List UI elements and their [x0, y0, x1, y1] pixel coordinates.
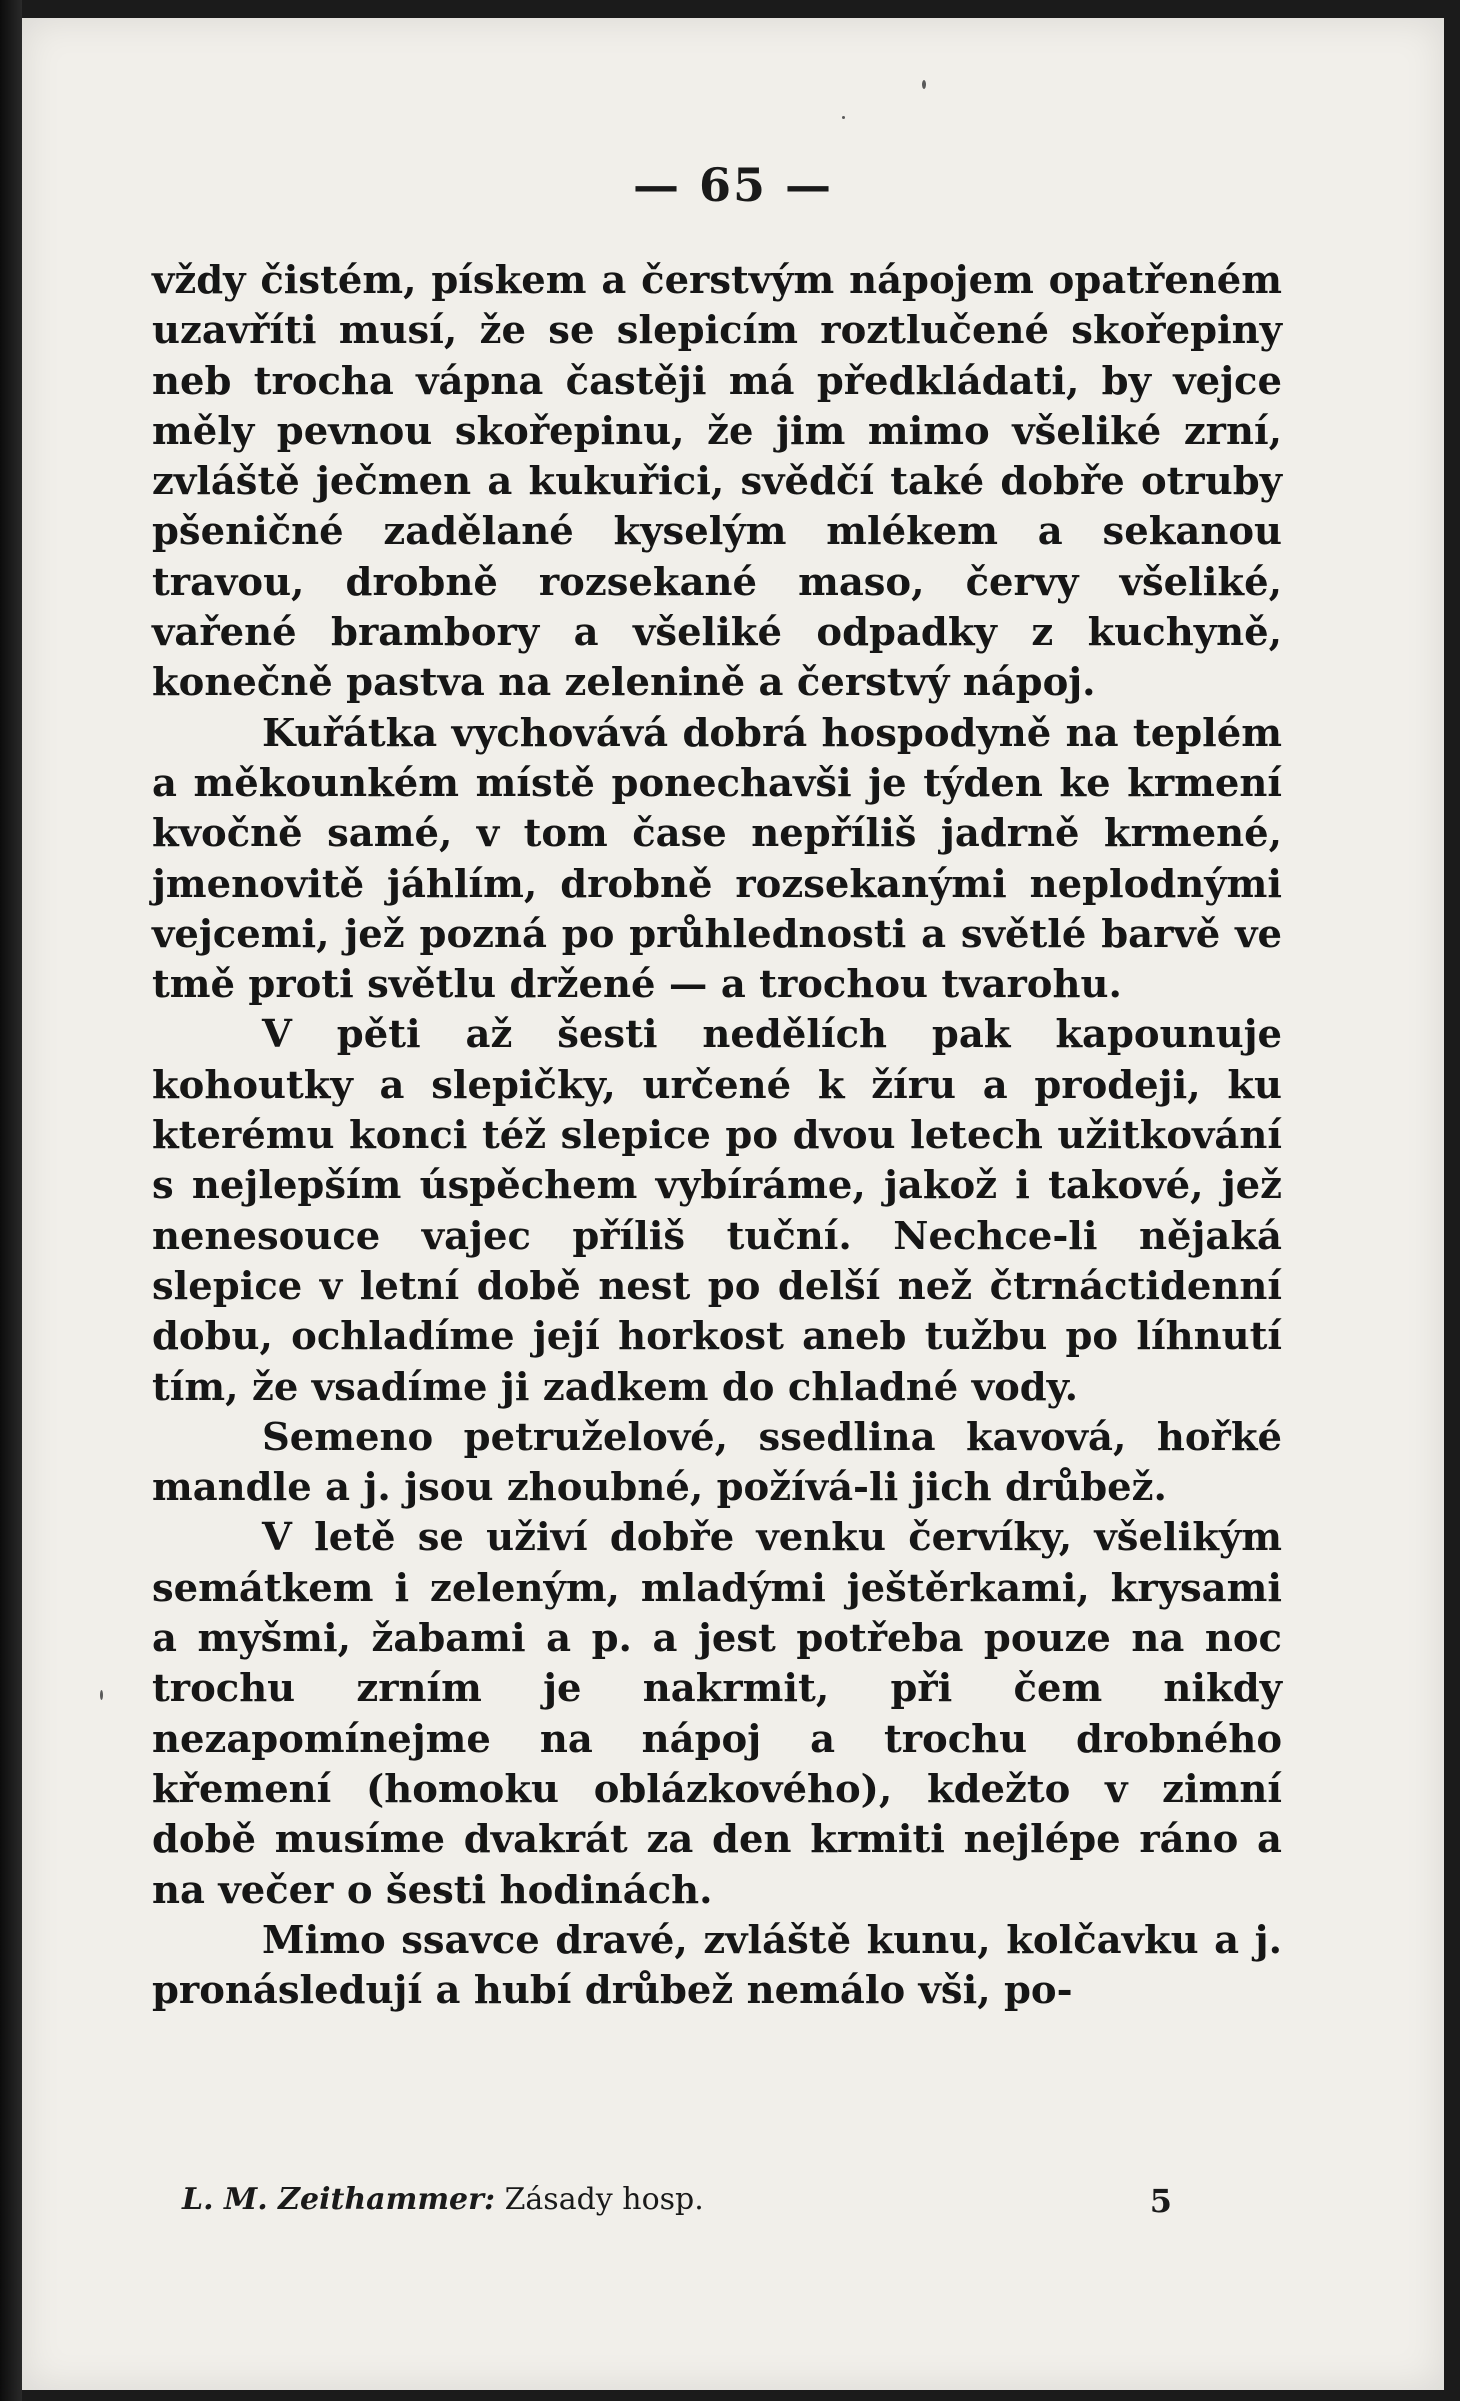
paragraph-3: V pěti až šesti nedělích pak kapounuje kohoutky a slepičky, určené k žíru a prodeji, ku kterému konci též slepice po dvou letech užitkování s nejlepším úspěchem vybíráme, jakož i takové, jež nenesouce vajec příliš tuční. Nechce-li nějaká slepice v letní době nest po delší než čtrnáctidenní dobu, ochladíme její horkost aneb tužbu po líhnutí tím, že vsadíme ji zadkem do chladné vody. — [152, 1012, 1282, 1410]
page-body — [152, 256, 1282, 2016]
page-number: — 65 — — [632, 158, 834, 212]
footer-title: Zásady hosp. — [504, 2182, 704, 2217]
paragraph-4: Semeno petruželové, ssedlina kavová, hořké mandle a j. jsou zhoubné, požívá-li jich drůbež. — [152, 1414, 1282, 1511]
scan-speck — [922, 80, 926, 89]
book-page — [22, 18, 1444, 2390]
scan-speck — [842, 116, 845, 119]
paragraph-5: V letě se uživí dobře venku červíky, všelikým semátkem i zeleným, mladými ještěrkami, krysami a myšmi, žabami a p. a jest potřeba pouze na noc trochu zrním je nakrmit, při čem nikdy nezapomínejme na nápoj a trochu drobného křemení (homoku oblázkového), kdežto v zimní době musíme dvakrát za den krmiti nejlépe ráno a na večer o šesti hodinách. — [152, 1515, 1282, 1913]
footer-author: L. M. Zeithammer: — [182, 2182, 496, 2217]
signature-mark: 5 — [1149, 2182, 1172, 2220]
scan-speck — [100, 1690, 103, 1700]
paragraph-1: vždy čistém, pískem a čerstvým nápojem opatřeném uzavříti musí, že se slepicím roztlučené skořepiny neb trocha vápna častěji má předkládati, by vejce měly pevnou skořepinu, že jim mimo všeliké zrní, zvláště ječmen a kukuřici, svědčí také dobře otruby pšeničné zadělané kyselým mlékem a sekanou travou, drobně rozsekané maso, červy všeliké, vařené brambory a všeliké odpadky z kuchyně, konečně pastva na zelenině a čerstvý nápoj. — [152, 258, 1282, 706]
page-footer — [182, 2182, 1172, 2220]
paragraph-6: Mimo ssavce dravé, zvláště kunu, kolčavku a j. pronásledují a hubí drůbež nemálo vši, po- — [152, 1917, 1282, 2014]
paragraph-2: Kuřátka vychovává dobrá hospodyně na teplém a měkounkém místě ponechavši je týden ke krmení kvočně samé, v tom čase nepříliš jadrně krmené, jmenovitě jáhlím, drobně rozsekanými neplodnými vejcemi, jež pozná po průhlednosti a světlé barvě ve tmě proti světlu držené — a trochou tvarohu. — [152, 710, 1282, 1008]
scan-edge — [0, 0, 22, 2401]
